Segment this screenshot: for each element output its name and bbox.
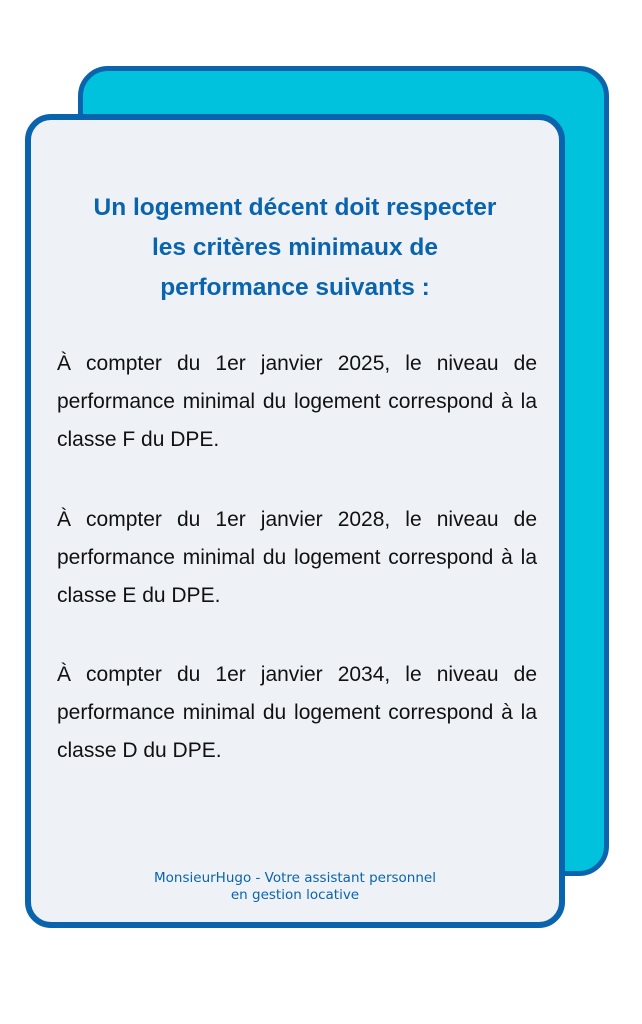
criterion-2034: À compter du 1er janvier 2034, le niveau de performance minimal du logement correspond à la classe D du DPE. (57, 663, 537, 762)
title-line: Un logement décent doit respecter (93, 194, 497, 221)
criterion-2025: À compter du 1er janvier 2025, le niveau de performance minimal du logement correspond à la classe F du DPE. (57, 352, 537, 451)
info-card (25, 114, 565, 928)
footer-line: MonsieurHugo - Votre assistant personnel (154, 870, 436, 886)
card-title (31, 188, 559, 308)
footer-credit (31, 870, 559, 904)
footer-line: en gestion locative (230, 887, 360, 903)
title-line: performance suivants : (160, 274, 430, 301)
title-line: les critères minimaux de (152, 234, 438, 261)
criterion-2028: À compter du 1er janvier 2028, le niveau de performance minimal du logement correspond à la classe E du DPE. (57, 508, 537, 607)
